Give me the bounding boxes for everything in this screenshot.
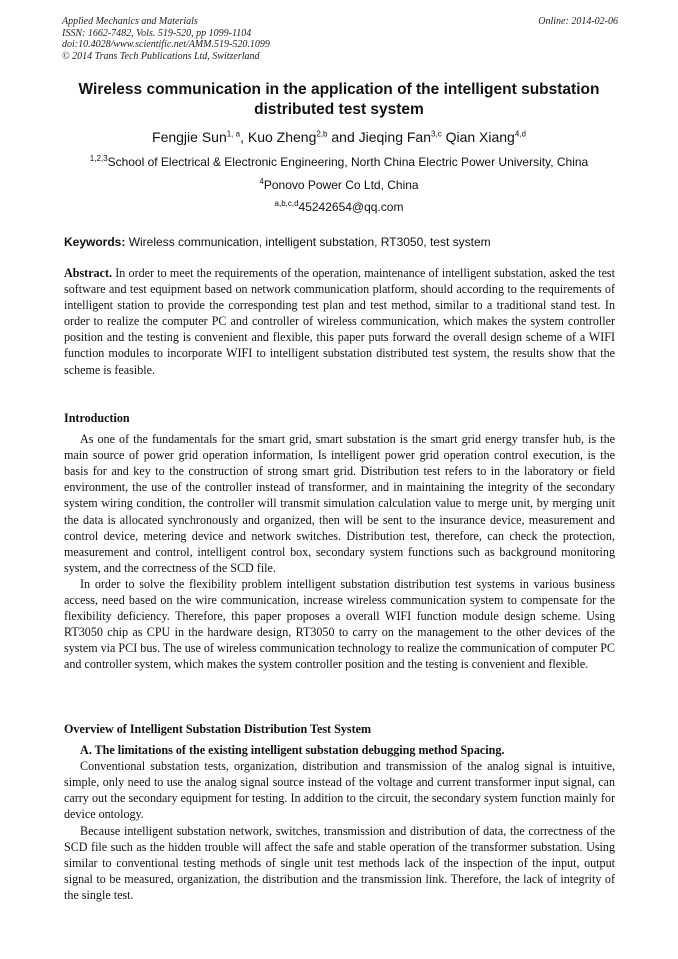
author-sup: 1, a: [226, 129, 241, 139]
author-name: Fengjie Sun: [152, 129, 227, 145]
email-line: [62, 200, 616, 215]
journal-name: Applied Mechanics and Materials: [62, 16, 198, 27]
abstract-label: Abstract.: [64, 266, 113, 280]
issn-line: ISSN: 1662-7482, Vols. 519-520, pp 1099-1104: [62, 27, 252, 39]
doi-line: doi:10.4028/www.scientific.net/AMM.519-520.1099: [62, 39, 270, 50]
affiliation-text: School of Electrical & Electronic Engineering, North China Electric Power University, China: [107, 155, 589, 169]
abstract: [64, 265, 615, 378]
affiliation-2: [62, 178, 616, 193]
author-sup: 4,d: [514, 129, 526, 139]
introduction-paragraph-2: In order to solve the flexibility problem intelligent substation distribution test systems in various business access, need based on the wire communication, increase wireless communication system to compensate for the flexibility deficiency. Therefore, this paper proposes a overall WIFI function module design scheme. Using RT3050 chip as CPU in the hardware design, RT3050 to carry on the management to the other devices of the system via PCI bus. The use of wireless communication technology to realize the communication of computer PC and controller system, which makes the system controller position and the testing is convenient and flexible.: [64, 576, 615, 672]
affiliation-1: [62, 155, 616, 170]
affiliation-sup: 1,2,3: [89, 154, 108, 163]
overview-paragraph-1: Conventional substation tests, organization, distribution and transmission of the analog signal is intuitive, simple, only need to use the analog signal source instead of the voltage and current transformer input signal, can carry out the secondary equipment for testing. In addition to the circuit, the secondary system function mainly for device ontology.: [64, 759, 615, 822]
author-sup: 2,b: [316, 129, 328, 139]
copyright-line: © 2014 Trans Tech Publications Ltd, Switzerland: [62, 50, 260, 62]
email-text: 45242654@qq.com: [298, 200, 404, 214]
author-name: Jieqing Fan: [358, 129, 432, 145]
author-separator: ,: [240, 129, 248, 145]
author-list: [62, 128, 616, 146]
author-separator: and: [327, 129, 359, 145]
overview-paragraph-2: Because intelligent substation network, switches, transmission and distribution of data, the correctness of the SCD file such as the hidden trouble will affect the safe and stable operation of the transformer substation. Using similar to conventional testing methods of single unit test methods lack of the inspection of the input, output signal to be measured, organization, the distribution and the transmission link. Therefore, the lack of integrity of the single test.: [64, 823, 615, 902]
author-name: Kuo Zheng: [247, 129, 317, 145]
author-name: Qian Xiang: [445, 129, 515, 145]
journal-header: [62, 16, 618, 62]
keywords: [64, 235, 620, 250]
overview-subheading: A. The limitations of the existing intelligent substation debugging method Spacing.: [80, 743, 505, 758]
affiliation-text: Ponovo Power Co Ltd, China: [263, 178, 419, 192]
keywords-label: Keywords:: [64, 235, 126, 249]
introduction-section: [64, 410, 615, 673]
introduction-paragraph-1: As one of the fundamentals for the smart grid, smart substation is the smart grid energy transfer hub, is the main source of power grid operation information, Is intelligent power grid operation control execution, is the basis for and key to the construction of strong smart grid. Distribution test refers to in the laboratory or field environment, the use of the controller instead of transformer, and in maintaining the integrity of the secondary system wiring condition, the controller will transmit simulation calculation value to merge unit, by merging unit the data is allocated synchronously and organized, then will be sent to the insurance device, measurement and control device, metering device and network switches. Distribution test, therefore, can check the protection, measurement and control, intelligent control box, secondary system functions such as background monitoring system, and the correctness of the SCD file.: [64, 432, 615, 575]
overview-heading: Overview of Intelligent Substation Distribution Test System: [64, 722, 372, 736]
introduction-heading: Introduction: [64, 411, 130, 425]
online-date: Online: 2014-02-06: [538, 16, 618, 27]
affiliation-sup: 4: [259, 177, 264, 186]
paper-title: Wireless communication in the application of the intelligent substation distributed test system: [78, 81, 600, 118]
author-sup: 3,c: [431, 129, 442, 139]
abstract-text: In order to meet the requirements of the operation, maintenance of intelligent substation, asked the test software and test equipment based on network communication platform, should according to the requirements of intelligent station to provide the corresponding test plan and test method, similar to a traditional stand test. In order to realize the computer PC and controller of wireless communication, which makes the system controller position and the testing is convenient and flexible, this paper puts forward the overall design scheme of a WIFI function modules to incorporate WIFI to intelligent substation distributed test system, the results show that the scheme is feasible.: [64, 266, 615, 377]
email-sup: a,b,c,d: [274, 199, 299, 208]
keywords-text: Wireless communication, intelligent substation, RT3050, test system: [125, 235, 491, 249]
overview-section: [64, 721, 615, 903]
